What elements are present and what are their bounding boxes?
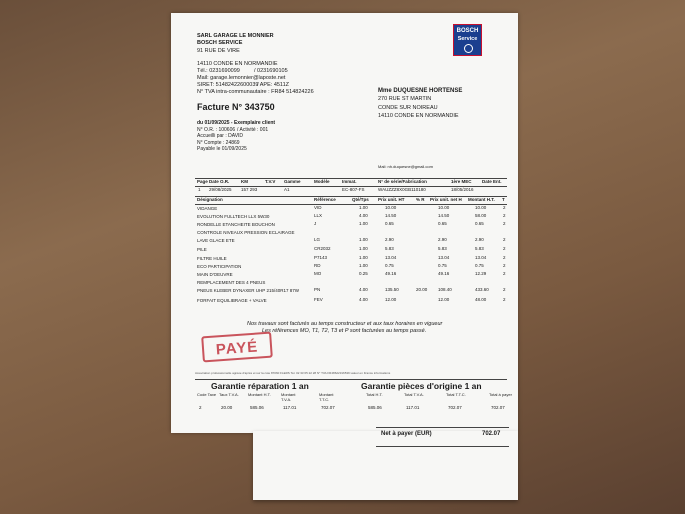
item-unit-price: 14.50 xyxy=(385,213,397,218)
item-net-price: 2.90 xyxy=(438,237,447,242)
item-reference: FEV xyxy=(314,297,323,302)
company-fax: / 0231690105 xyxy=(254,68,288,74)
client-name: Mme DUQUESNE HORTENSE xyxy=(378,88,463,94)
tax-header-cell: Montant T.V.A. xyxy=(281,392,296,402)
note-line2: Les références MO, T1, T2, T3 et P sont facturées au temps passé. xyxy=(262,328,427,334)
item-tax-code: 2 xyxy=(503,271,506,276)
vh-page: Page xyxy=(197,179,208,184)
item-qty: 1.00 xyxy=(359,205,368,210)
vr-date: 29/08/2025 xyxy=(209,187,232,192)
ih-qte: Qté/Tps xyxy=(352,197,369,202)
item-designation: PILE xyxy=(197,247,207,252)
item-designation: VIDANGE xyxy=(197,206,218,211)
item-net-price: 0.75 xyxy=(438,263,447,268)
warranty-parts: Garantie pièces d'origine 1 an xyxy=(361,381,482,391)
vr-immat: EC-807-FS xyxy=(342,187,365,192)
vh-date: Date O.R. xyxy=(209,179,230,184)
vh-gamme: Gamme xyxy=(284,179,301,184)
tax-header-cell: Total T.T.C. xyxy=(446,392,466,397)
client-mail: Mail: nh.duquesne@gmail.com xyxy=(378,164,433,169)
item-designation: FORFAIT EQUILIBRAGE + VALVE xyxy=(197,298,267,303)
item-net-price: 13.04 xyxy=(438,255,450,260)
item-qty: 1.00 xyxy=(359,255,368,260)
ih-taxe: T xyxy=(502,197,505,202)
item-amount: 10.00 xyxy=(475,205,487,210)
item-amount: 13.04 xyxy=(475,255,487,260)
tax-value-cell: 702.07 xyxy=(448,405,462,410)
tax-header-cell: Montant H.T. xyxy=(248,392,271,397)
ih-montant: Montant H.T. xyxy=(468,197,495,202)
item-unit-price: 0.65 xyxy=(385,221,394,226)
item-qty: 1.00 xyxy=(359,263,368,268)
item-designation: PNEUS KLEBER DYNAXER UHP 215/40R17 87W xyxy=(197,288,299,293)
item-reference: RD xyxy=(314,263,321,268)
tax-value-cell: 585.06 xyxy=(250,405,264,410)
tax-value-cell: 117.01 xyxy=(406,405,420,410)
total-label: Net à payer (EUR) xyxy=(381,431,432,437)
vh-immat: Immat. xyxy=(342,179,357,184)
company-street: 91 RUE DE VIRE xyxy=(197,48,240,54)
item-tax-code: 2 xyxy=(503,263,506,268)
item-reference: P7143 xyxy=(314,255,328,260)
item-unit-price: 135.50 xyxy=(385,287,399,292)
item-unit-price: 5.83 xyxy=(385,246,394,251)
invoice-accueil: Accueilli par : DAVID xyxy=(197,133,244,139)
company-mail: Mail: garage.lemonnier@laposte.net xyxy=(197,75,286,81)
item-amount: 0.75 xyxy=(475,263,484,268)
vh-modele: Modèle xyxy=(314,179,330,184)
item-qty: 0.25 xyxy=(359,271,368,276)
client-area: CONDE SUR NOIREAU xyxy=(378,105,438,111)
item-amount: 433.60 xyxy=(475,287,489,292)
item-designation: CONTROLE NIVEAUX PRESSION ECLAIRAGE xyxy=(197,230,295,235)
ih-reference: Référence xyxy=(314,197,336,202)
tax-value-cell: 20.00 xyxy=(221,405,233,410)
company-tva: N° TVA intra-communautaire : FR84 514824226 xyxy=(197,89,314,95)
client-city: 14110 CONDE EN NORMANDIE xyxy=(378,113,459,119)
tax-value-cell: 2 xyxy=(199,405,202,410)
item-reference: PN xyxy=(314,287,321,292)
item-tax-code: 2 xyxy=(503,205,506,210)
item-tax-code: 2 xyxy=(503,213,506,218)
item-qty: 1.00 xyxy=(359,237,368,242)
ih-designation: Désignation xyxy=(197,197,223,202)
logo-line2: Service xyxy=(457,36,478,42)
item-designation: LAVE GLACE ETE xyxy=(197,238,235,243)
invoice-document xyxy=(171,13,518,500)
legal-note: Association professionnelle agréée d'après et sur la cote 87060 FLERS Tel. 02 33 65 22 28 N° TVA FR48622316539 valeur en France informations xyxy=(195,371,391,375)
company-brand: BOSCH SERVICE xyxy=(197,40,243,46)
ih-prix-net: Prix unit. net H xyxy=(430,197,462,202)
item-designation: FILTRE HUILE xyxy=(197,256,227,261)
item-amount: 2.90 xyxy=(475,237,484,242)
tax-value-cell: 702.07 xyxy=(321,405,335,410)
item-reference: VID xyxy=(314,205,322,210)
total-value: 702.07 xyxy=(482,431,501,437)
item-tax-code: 2 xyxy=(503,246,506,251)
invoice-or: N° O.R. : 100606 xyxy=(197,127,236,133)
item-amount: 12.29 xyxy=(475,271,487,276)
vh-mec: 1ère MEC xyxy=(451,179,472,184)
vh-km: KM xyxy=(241,179,248,184)
company-siret: SIRET: 51482422600039 xyxy=(197,82,259,88)
item-amount: 0.65 xyxy=(475,221,484,226)
invoice-compte: N° Compte : 24869 xyxy=(197,140,240,146)
vh-tvv: T.V.V xyxy=(265,179,276,184)
note-line1: Nos travaux sont facturés au temps constructeur et aux taux horaires en vigueur xyxy=(247,321,443,327)
company-ape: / APE: 4511Z xyxy=(257,82,290,88)
total-box xyxy=(376,427,509,447)
company-tel: Tél.: 0231690099 xyxy=(197,68,240,74)
item-qty: 4.00 xyxy=(359,287,368,292)
item-designation: MAIN D'OEUVRE xyxy=(197,272,233,277)
logo-line1: BOSCH xyxy=(456,28,479,34)
item-qty: 1.00 xyxy=(359,246,368,251)
item-unit-price: 2.90 xyxy=(385,237,394,242)
item-reference: MO xyxy=(314,271,322,276)
item-net-price: 14.50 xyxy=(438,213,450,218)
tax-value-cell: 117.01 xyxy=(283,405,297,410)
bosch-armature-icon xyxy=(464,44,473,53)
item-unit-price: 12.00 xyxy=(385,297,397,302)
item-discount: 20.00 xyxy=(416,287,428,292)
vr-page: 1 xyxy=(198,187,201,192)
tax-header-cell: Code Taxe xyxy=(197,392,217,397)
item-net-price: 108.40 xyxy=(438,287,452,292)
tax-value-cell: 585.06 xyxy=(368,405,382,410)
bosch-service-logo xyxy=(453,24,482,56)
company-city: 14110 CONDE EN NORMANDIE xyxy=(197,61,278,67)
item-designation: RONDELLE ETANCHEITE BOUCHON xyxy=(197,222,275,227)
item-tax-code: 2 xyxy=(503,255,506,260)
item-unit-price: 49.16 xyxy=(385,271,397,276)
item-reference: LLX xyxy=(314,213,323,218)
vr-mec: 18/05/2016 xyxy=(451,187,474,192)
item-tax-code: 2 xyxy=(503,221,506,226)
item-net-price: 0.65 xyxy=(438,221,447,226)
item-tax-code: 2 xyxy=(503,237,506,242)
tax-header-cell: Total T.V.A. xyxy=(404,392,424,397)
item-unit-price: 0.75 xyxy=(385,263,394,268)
items-header-bottom-line xyxy=(195,204,507,205)
tax-header-cell: Taux T.V.A. xyxy=(219,392,239,397)
vr-km: 157 293 xyxy=(241,187,258,192)
invoice-activite: / Activité : 001 xyxy=(237,127,269,133)
item-unit-price: 13.04 xyxy=(385,255,397,260)
item-amount: 58.00 xyxy=(475,213,487,218)
tax-header-cell: Total à payer xyxy=(489,392,512,397)
paid-stamp: PAYÉ xyxy=(201,332,273,363)
tax-header-cell: Montant T.T.C. xyxy=(319,392,334,402)
invoice-date-line: du 01/09/2025 - Exemplaire client xyxy=(197,120,276,126)
tax-value-cell: 702.07 xyxy=(491,405,505,410)
vh-serie: N° de série/Fabrication xyxy=(378,179,427,184)
vh-date-ent: Date Ent. xyxy=(482,179,502,184)
item-designation: EVOLUTION FULLTECH LLX 5W30 xyxy=(197,214,270,219)
item-amount: 48.00 xyxy=(475,297,487,302)
item-designation: ECO PARTICIPATION xyxy=(197,264,242,269)
warranty-repair: Garantie réparation 1 an xyxy=(211,381,309,391)
item-tax-code: 2 xyxy=(503,287,506,292)
ih-prix-unit: Prix unit. HT xyxy=(378,197,405,202)
item-reference: LG xyxy=(314,237,321,242)
item-designation: REMPLACEMENT DES 4 PNEUS xyxy=(197,280,266,285)
item-net-price: 5.83 xyxy=(438,246,447,251)
client-street: 270 RUE ST MARTIN xyxy=(378,96,432,102)
invoice-title: Facture N° 343750 xyxy=(197,102,275,112)
vr-gamme: A1 xyxy=(284,187,290,192)
item-unit-price: 10.00 xyxy=(385,205,397,210)
ih-remise: % R xyxy=(416,197,425,202)
item-qty: 4.00 xyxy=(359,213,368,218)
item-amount: 5.83 xyxy=(475,246,484,251)
item-qty: 4.00 xyxy=(359,297,368,302)
item-qty: 1.00 xyxy=(359,221,368,226)
item-net-price: 12.00 xyxy=(438,297,450,302)
item-reference: CR2032 xyxy=(314,246,331,251)
item-tax-code: 2 xyxy=(503,297,506,302)
item-net-price: 10.00 xyxy=(438,205,450,210)
company-name: SARL GARAGE LE MONNIER xyxy=(197,33,274,39)
warranty-line xyxy=(195,379,507,380)
item-net-price: 49.16 xyxy=(438,271,450,276)
invoice-payable: Payable le 01/09/2025 xyxy=(197,146,247,152)
tax-header-cell: Total H.T. xyxy=(366,392,383,397)
item-reference: J xyxy=(314,221,317,226)
vr-serie: WAUZZZ8X0GB110180 xyxy=(378,187,426,192)
